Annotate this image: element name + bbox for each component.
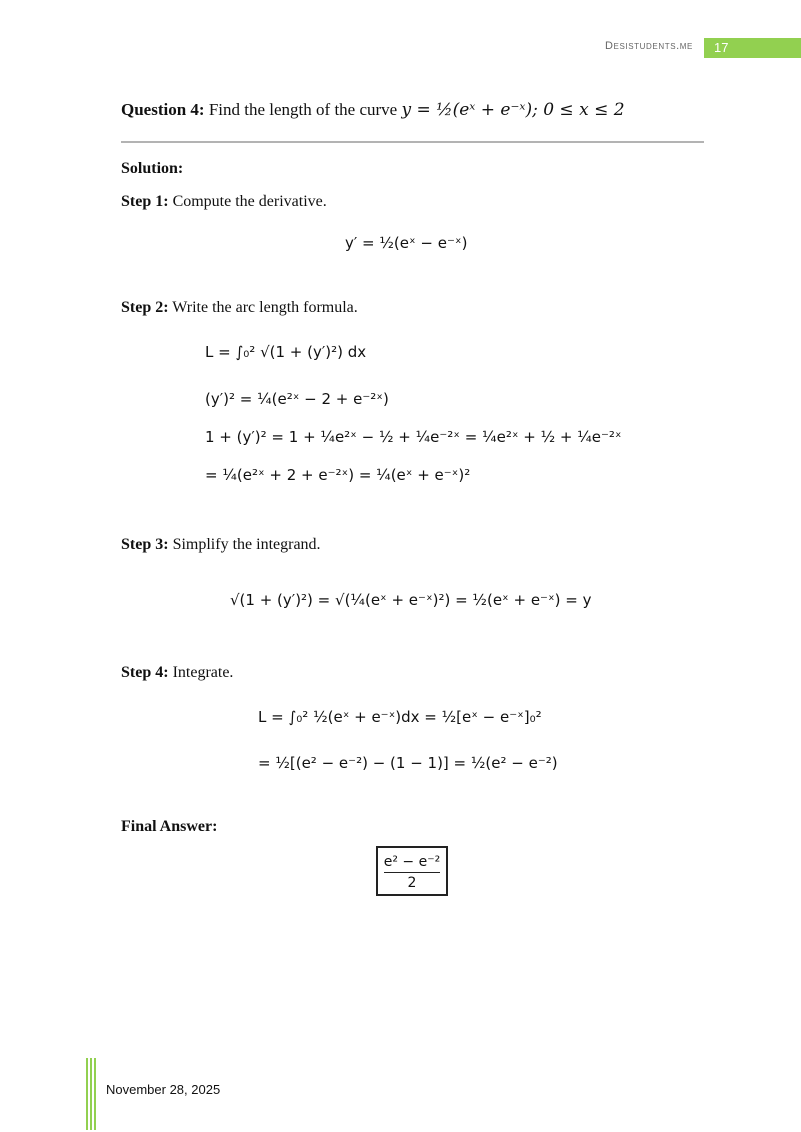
question-text: Find the length of the curve — [208, 100, 398, 119]
divider — [121, 141, 704, 143]
final-answer-numerator: e² − e⁻² — [383, 854, 441, 870]
step-4 — [121, 664, 233, 682]
step-2-text: Write the arc length formula. — [172, 299, 358, 316]
step-1-equation: y′ = ½(eˣ − e⁻ˣ) — [345, 234, 468, 252]
fraction-bar — [384, 872, 440, 873]
step-2 — [121, 299, 358, 317]
step-1-label: Step 1: — [121, 193, 169, 210]
step-2-equation-4: = ¼(e²ˣ + 2 + e⁻²ˣ) = ¼(eˣ + e⁻ˣ)² — [205, 466, 471, 484]
step-3 — [121, 536, 321, 554]
header-site: Desistudents.me — [604, 40, 693, 52]
step-3-label: Step 3: — [121, 536, 169, 553]
step-2-equation-2: (y′)² = ¼(e²ˣ − 2 + e⁻²ˣ) — [205, 390, 389, 408]
final-answer-label: Final Answer: — [121, 818, 218, 835]
solution-label: Solution: — [121, 160, 184, 177]
page-number: 17 — [704, 38, 801, 58]
footer-date: November 28, 2025 — [106, 1082, 221, 1097]
step-2-equation-3: 1 + (y′)² = 1 + ¼e²ˣ − ½ + ¼e⁻²ˣ = ¼e²ˣ + ½ + ¼e⁻²ˣ — [205, 428, 622, 446]
step-3-text: Simplify the integrand. — [172, 536, 321, 553]
step-4-label: Step 4: — [121, 664, 169, 681]
step-1-text: Compute the derivative. — [172, 193, 327, 210]
step-4-text: Integrate. — [172, 664, 234, 681]
step-4-equation-1: L = ∫₀² ½(eˣ + e⁻ˣ)dx = ½[eˣ − e⁻ˣ]₀² — [258, 708, 542, 726]
question — [121, 100, 625, 120]
footer-bars — [86, 1058, 98, 1130]
step-2-equation-1: L = ∫₀² √(1 + (y′)²) dx — [205, 343, 367, 361]
step-2-label: Step 2: — [121, 299, 169, 316]
step-1 — [121, 193, 327, 211]
final-answer-denominator: 2 — [407, 875, 417, 891]
final-answer-box — [376, 846, 448, 896]
step-3-equation: √(1 + (y′)²) = √(¼(eˣ + e⁻ˣ)²) = ½(eˣ + e⁻ˣ) = y — [230, 591, 592, 609]
question-label: Question 4: — [121, 100, 205, 119]
step-4-equation-2: = ½[(e² − e⁻²) − (1 − 1)] = ½(e² − e⁻²) — [258, 754, 558, 772]
question-equation: y = ½(eˣ + e⁻ˣ); 0 ≤ x ≤ 2 — [401, 100, 625, 120]
